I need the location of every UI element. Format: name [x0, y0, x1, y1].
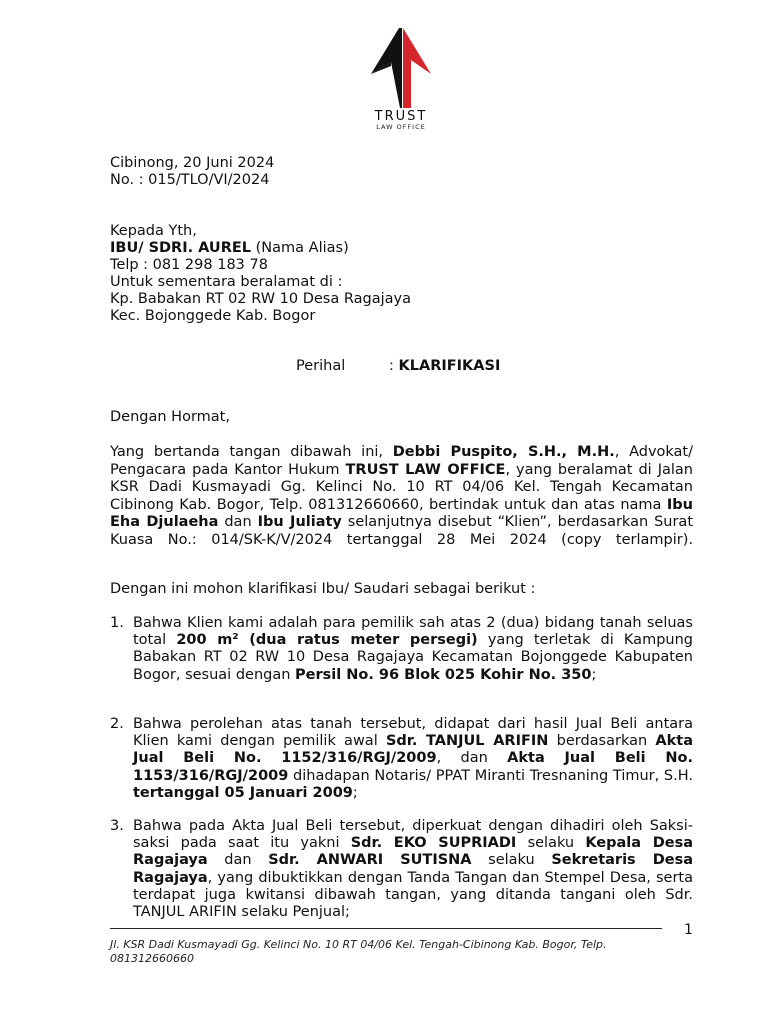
item-bold: Persil No. 96 Blok 025 Kohir No. 350 — [295, 666, 592, 683]
item-text: Bahwa perolehan atas tanah tersebut, didapat dari hasil Jual Beli antara Klien kami dengan pemilik awal — [133, 716, 693, 750]
recipient-address-line1: Kp. Babakan RT 02 RW 10 Desa Ragajaya — [110, 291, 411, 307]
list-item-number: 3. — [110, 818, 124, 834]
logo-subtitle: LAW OFFICE — [376, 123, 426, 131]
page-number: 1 — [684, 922, 693, 938]
footer-address: Jl. KSR Dadi Kusmayadi Gg. Kelinci No. 10 RT 04/06 Kel. Tengah-Cibinong Kab. Bogor, Telp. 081312660660 — [110, 938, 607, 965]
recipient-name — [110, 240, 349, 257]
list-item — [110, 818, 693, 921]
intro-text-3: , yang beralamat di Jalan KSR Dadi Kusmayadi Gg. Kelinci No. 10 RT 04/06 Kel. Tengah Kecamatan Cibinong Kab. Bogor, Telp. 081312660660, bertindak untuk dan atas nama — [110, 461, 693, 513]
request-line: Dengan ini mohon klarifikasi Ibu/ Saudari sebagai berikut : — [110, 581, 536, 597]
recipient-name-note: (Nama Alias) — [251, 240, 349, 256]
item-text: dan — [207, 852, 269, 869]
item-text: Bahwa pada Akta Jual Beli tersebut, diperkuat dengan dihadiri oleh Saksi-saksi pada saat itu yakni — [133, 818, 693, 852]
list-item — [110, 615, 693, 684]
subject-value — [389, 358, 500, 375]
intro-text-4: dan — [218, 514, 258, 530]
subject-label: Perihal — [296, 358, 346, 374]
footer-divider — [110, 928, 662, 929]
intro-text-2: , Advokat/ Pengacara pada Kantor Hukum — [110, 444, 693, 478]
intro-text-1: Yang bertanda tangan dibawah ini, — [110, 444, 393, 460]
place-date: Cibinong, 20 Juni 2024 — [110, 155, 275, 171]
item-text: ; — [591, 666, 597, 683]
item-text: berdasarkan — [548, 733, 656, 750]
list-item-number: 1. — [110, 615, 124, 631]
list-item-body — [133, 716, 693, 802]
lawyer-name: Debbi Puspito, S.H., M.H. — [392, 444, 615, 460]
intro-text-5: selanjutnya disebut “Klien”, berdasarkan Surat Kuasa No.: 014/SK-K/V/2024 tertanggal 28 Mei 2024 (copy terlampir). — [110, 514, 693, 548]
item-text: selaku — [516, 835, 586, 852]
list-item-body — [133, 615, 693, 684]
subject-separator: : — [389, 358, 399, 374]
item-bold: Kepala Desa Ragajaya — [133, 835, 694, 869]
item-bold: Sekretaris Desa Ragajaya — [133, 852, 694, 886]
item-text: Bahwa Klien kami adalah para pemilik sah atas 2 (dua) bidang tanah seluas total — [133, 615, 693, 649]
item-bold: 200 m² (dua ratus meter persegi) — [176, 632, 478, 649]
recipient-greeting: Kepada Yth, — [110, 223, 197, 239]
item-text: dihadapan Notaris/ PPAT Miranti Tresnaning Timur, S.H. — [288, 767, 693, 784]
logo-title: TRUST — [374, 109, 428, 124]
item-text: selaku — [471, 852, 552, 869]
item-bold: Akta Jual Beli No. 1152/316/RGJ/2009 — [133, 733, 693, 767]
list-item-number: 2. — [110, 716, 124, 732]
item-bold: Sdr. EKO SUPRIADI — [350, 835, 517, 852]
item-text: , dan — [436, 750, 508, 767]
item-bold: tertanggal 05 Januari 2009 — [133, 784, 353, 801]
office-name: TRUST LAW OFFICE — [345, 461, 506, 478]
recipient-phone: Telp : 081 298 183 78 — [110, 257, 268, 273]
item-bold: Sdr. ANWARI SUTISNA — [268, 852, 472, 869]
recipient-address-line2: Kec. Bojonggede Kab. Bogor — [110, 308, 316, 324]
recipient-name-bold: IBU/ SDRI. AUREL — [110, 240, 252, 256]
item-text: ; — [352, 784, 358, 801]
item-bold: Sdr. TANJUL ARIFIN — [385, 733, 549, 750]
item-text: yang terletak di Kampung Babakan RT 02 RW 10 Desa Ragajaya Kecamatan Bojonggede Kabupaten Bogor, sesuai dengan — [133, 632, 693, 683]
salutation: Dengan Hormat, — [110, 409, 230, 425]
trust-law-office-logo — [356, 26, 446, 136]
subject-bold: KLARIFIKASI — [398, 358, 501, 374]
intro-paragraph — [110, 444, 693, 567]
client-1-name: Ibu Eha Djulaeha — [110, 496, 693, 530]
item-text: , yang dibuktikkan dengan Tanda Tangan dan Stempel Desa, serta terdapat juga kwitansi dibawah tangan, yang ditanda tangani oleh Sdr. TANJUL ARIFIN selaku Penjual; — [133, 869, 693, 921]
list-item — [110, 716, 693, 802]
trust-arrow-logo-icon — [361, 26, 441, 108]
list-item-body — [133, 818, 693, 921]
letter-number: No. : 015/TLO/VI/2024 — [110, 172, 270, 188]
recipient-address-intro: Untuk sementara beralamat di : — [110, 274, 343, 290]
client-2-name: Ibu Juliaty — [257, 514, 342, 530]
item-bold: Akta Jual Beli No. 1153/316/RGJ/2009 — [133, 750, 693, 784]
